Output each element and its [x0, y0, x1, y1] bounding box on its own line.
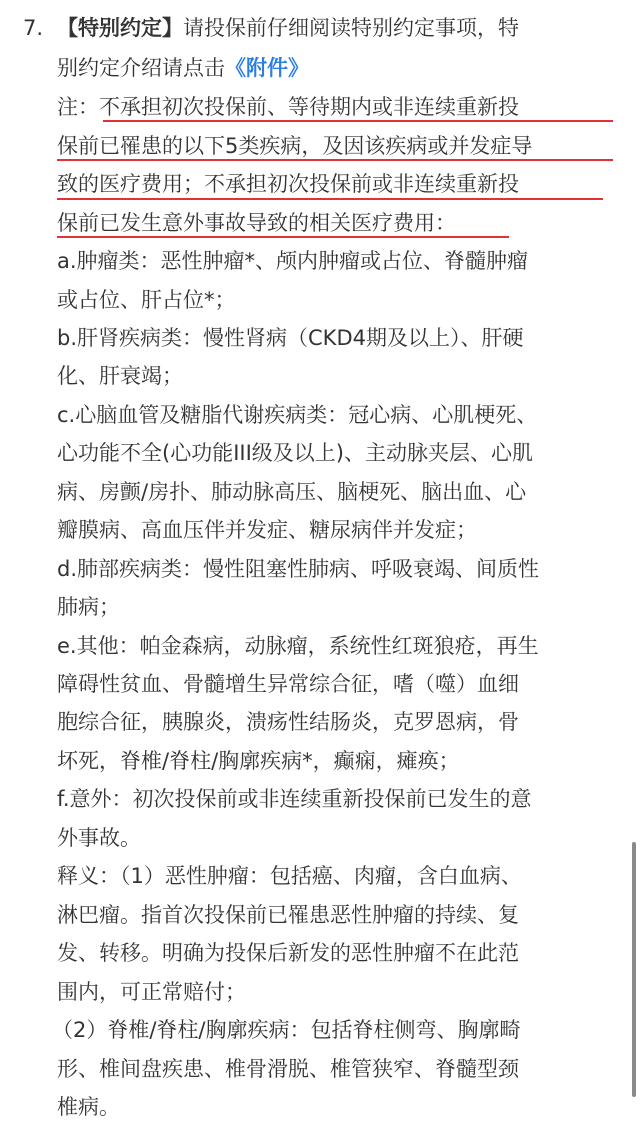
note-line-2: 保前已罹患的以下5类疾病，及因该疾病或并发症导: [57, 134, 533, 158]
category-line: c.心脑血管及糖脂代谢疾病类：冠心病、心肌梗死、: [57, 403, 538, 427]
item-heading: 【特别约定】: [57, 16, 183, 40]
note-underline-2: [57, 159, 613, 161]
category-line: b.肝肾疾病类：慢性肾病（CKD4期及以上）、肝硬: [57, 326, 524, 350]
vertical-scrollbar[interactable]: [632, 842, 636, 1097]
item-number: 7.: [23, 16, 44, 40]
attachment-link[interactable]: 《附件》: [225, 56, 309, 80]
category-line: e.其他：帕金森病，动脉瘤，系统性红斑狼疮，再生: [57, 634, 539, 658]
category-line: 瓣膜病、高血压伴并发症、糖尿病伴并发症；: [57, 518, 477, 542]
definition-line: （2）脊椎/脊柱/胸廓疾病：包括脊柱侧弯、胸廓畸: [52, 1018, 521, 1042]
category-line: 胞综合征，胰腺炎，溃疡性结肠炎，克罗恩病，骨: [57, 710, 519, 734]
note-line-3: 致的医疗费用；不承担初次投保前或非连续重新投: [57, 172, 519, 196]
definition-line: 发、转移。明确为投保后新发的恶性肿瘤不在此范: [57, 941, 519, 965]
definition-line: 椎病。: [57, 1095, 120, 1119]
definition-line: 围内，可正常赔付；: [57, 980, 246, 1004]
category-line: a.肿瘤类：恶性肿瘤*、颅内肿瘤或占位、脊髓肿瘤: [57, 249, 529, 273]
note-underline-1: [103, 120, 613, 122]
item-text-line-2-row: [57, 50, 309, 86]
category-line: 肺病；: [57, 595, 120, 619]
definition-line: 淋巴瘤。指首次投保前已罹患恶性肿瘤的持续、复: [57, 903, 519, 927]
item-text-line-1: 请投保前仔细阅读特别约定事项，特: [183, 16, 519, 40]
category-line: d.肺部疾病类：慢性阻塞性肺病、呼吸衰竭、间质性: [57, 557, 540, 581]
category-line: 外事故。: [57, 826, 141, 850]
item-heading-line: [57, 10, 519, 46]
definition-line: 形、椎间盘疾患、椎骨滑脱、椎管狭窄、脊髓型颈: [57, 1057, 519, 1081]
item-text-line-2: 别约定介绍请点击: [57, 56, 225, 80]
note-underline-3: [57, 198, 603, 200]
category-line: f.意外：初次投保前或非连续重新投保前已发生的意: [57, 787, 532, 811]
note-line-4: 保前已发生意外事故导致的相关医疗费用：: [57, 211, 456, 235]
category-line: 心功能不全(心功能III级及以上)、主动脉夹层、心肌: [57, 441, 533, 465]
category-line: 或占位、肝占位*；: [57, 288, 236, 312]
definition-line: 释义：（1）恶性肿瘤：包括癌、肉瘤，含白血病、: [57, 864, 522, 888]
category-line: 坏死，脊椎/脊柱/胸廓疾病*，癫痫，瘫痪；: [57, 749, 460, 773]
category-line: 病、房颤/房扑、肺动脉高压、脑梗死、脑出血、心: [57, 480, 527, 504]
note-underline-4: [57, 236, 509, 238]
note-line-1: 注：不承担初次投保前、等待期内或非连续重新投: [57, 95, 519, 119]
category-line: 化、肝衰竭；: [57, 364, 183, 388]
category-line: 障碍性贫血、骨髓增生异常综合征，嗜（噬）血细: [57, 672, 519, 696]
